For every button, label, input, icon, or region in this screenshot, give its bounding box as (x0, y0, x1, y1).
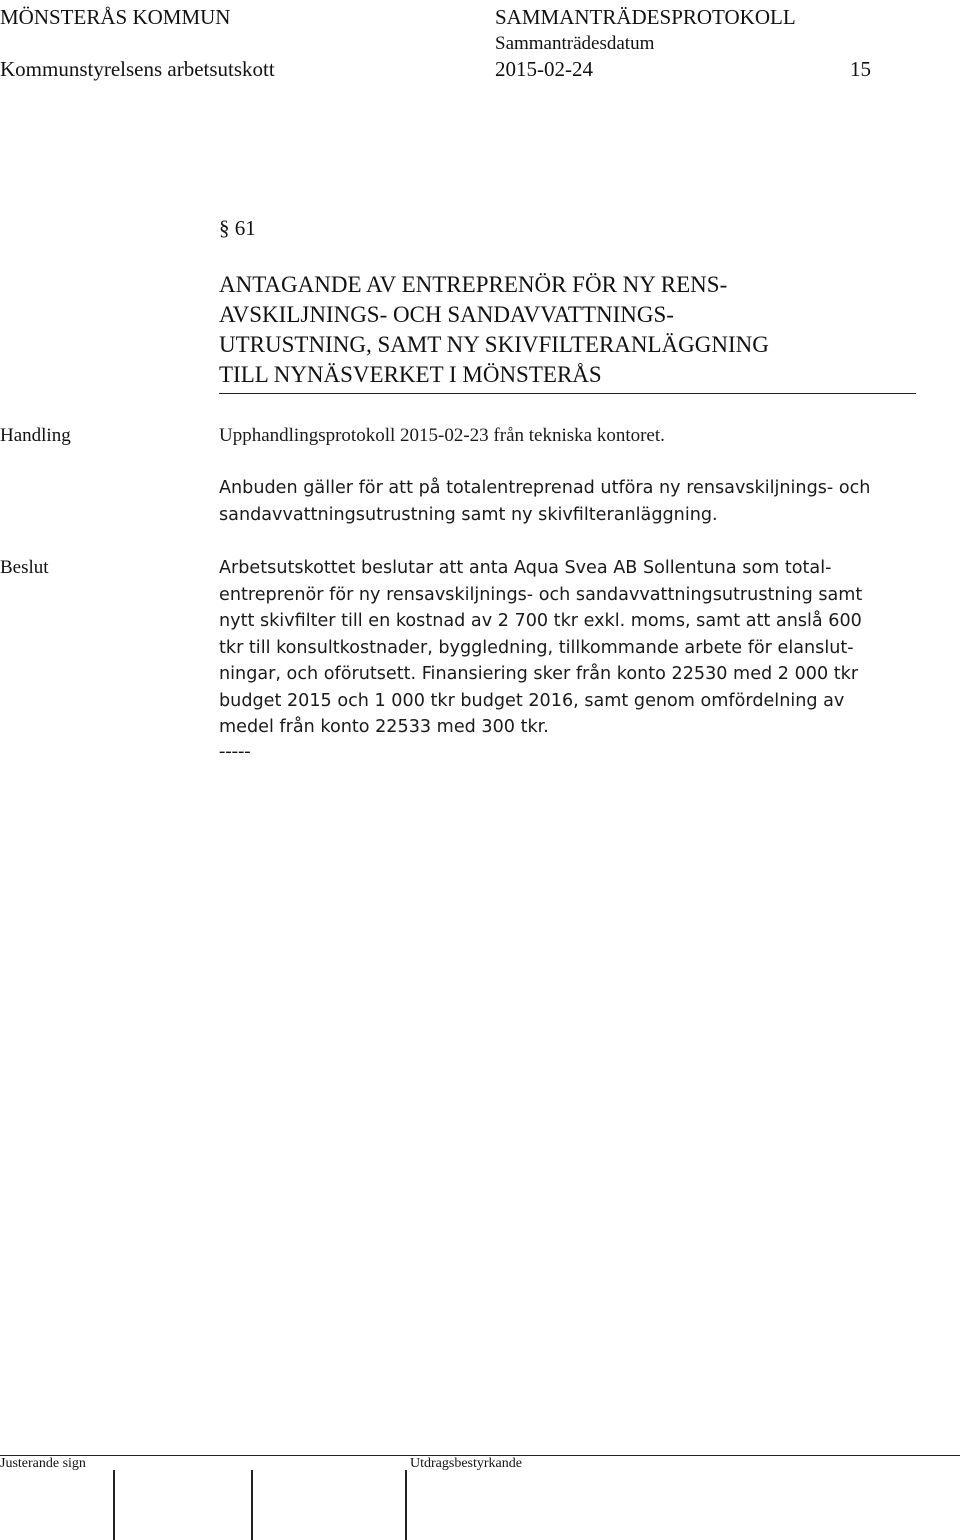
document-type: SAMMANTRÄDESPROTOKOLL (495, 5, 796, 29)
signature-box-divider (113, 1470, 115, 1540)
beslut-label: Beslut (0, 557, 49, 578)
meeting-date-label: Sammanträdesdatum (495, 33, 655, 54)
signature-box-divider (405, 1470, 407, 1540)
handling-body-line: Anbuden gäller för att på totalentreprenad utföra ny rensavskiljnings- och (219, 478, 871, 498)
municipality-name: MÖNSTERÅS KOMMUN (0, 5, 231, 29)
beslut-body-line: entreprenör för ny rensavskiljnings- och sandavvattningsutrustning samt (219, 584, 863, 605)
title-underline (219, 393, 916, 394)
section-title-line: TILL NYNÄSVERKET I MÖNSTERÅS (219, 362, 602, 387)
committee-name: Kommunstyrelsens arbetsutskott (0, 57, 275, 81)
end-marker: ----- (219, 741, 251, 762)
beslut-body (219, 555, 919, 741)
handling-body (219, 475, 919, 528)
section-title (219, 270, 769, 390)
beslut-body-line: Arbetsutskottet beslutar att anta Aqua Svea AB Sollentuna som total- (219, 558, 832, 578)
beslut-body-line: medel från konto 22533 med 300 tkr. (219, 717, 549, 737)
beslut-body-line: nytt skivfilter till en kostnad av 2 700 tkr exkl. moms, samt att anslå 600 (219, 611, 862, 631)
justerande-sign-label: Justerande sign (0, 1456, 86, 1471)
beslut-body-line: tkr till konsultkostnader, byggledning, tillkommande arbete för elanslut- (219, 637, 854, 658)
signature-box-divider (251, 1470, 253, 1540)
beslut-body-line: budget 2015 och 1 000 tkr budget 2016, samt genom omfördelning av (219, 690, 845, 711)
paragraph-number: § 61 (219, 216, 256, 240)
utdragsbestyrkande-label: Utdragsbestyrkande (410, 1456, 522, 1471)
section-title-line: AVSKILJNINGS- OCH SANDAVVATTNINGS- (219, 302, 674, 327)
handling-body-line: sandavvattningsutrustning samt ny skivfilteranläggning. (219, 504, 718, 525)
section-title-line: ANTAGANDE AV ENTREPRENÖR FÖR NY RENS- (219, 272, 728, 297)
section-title-line: UTRUSTNING, SAMT NY SKIVFILTERANLÄGGNING (219, 332, 769, 357)
beslut-body-line: ningar, och oförutsett. Finansiering sker från konto 22530 med 2 000 tkr (219, 664, 859, 684)
meeting-date: 2015-02-24 (495, 57, 593, 81)
handling-document: Upphandlingsprotokoll 2015-02-23 från tekniska kontoret. (219, 425, 665, 446)
page-number: 15 (850, 57, 871, 81)
handling-label: Handling (0, 425, 71, 446)
